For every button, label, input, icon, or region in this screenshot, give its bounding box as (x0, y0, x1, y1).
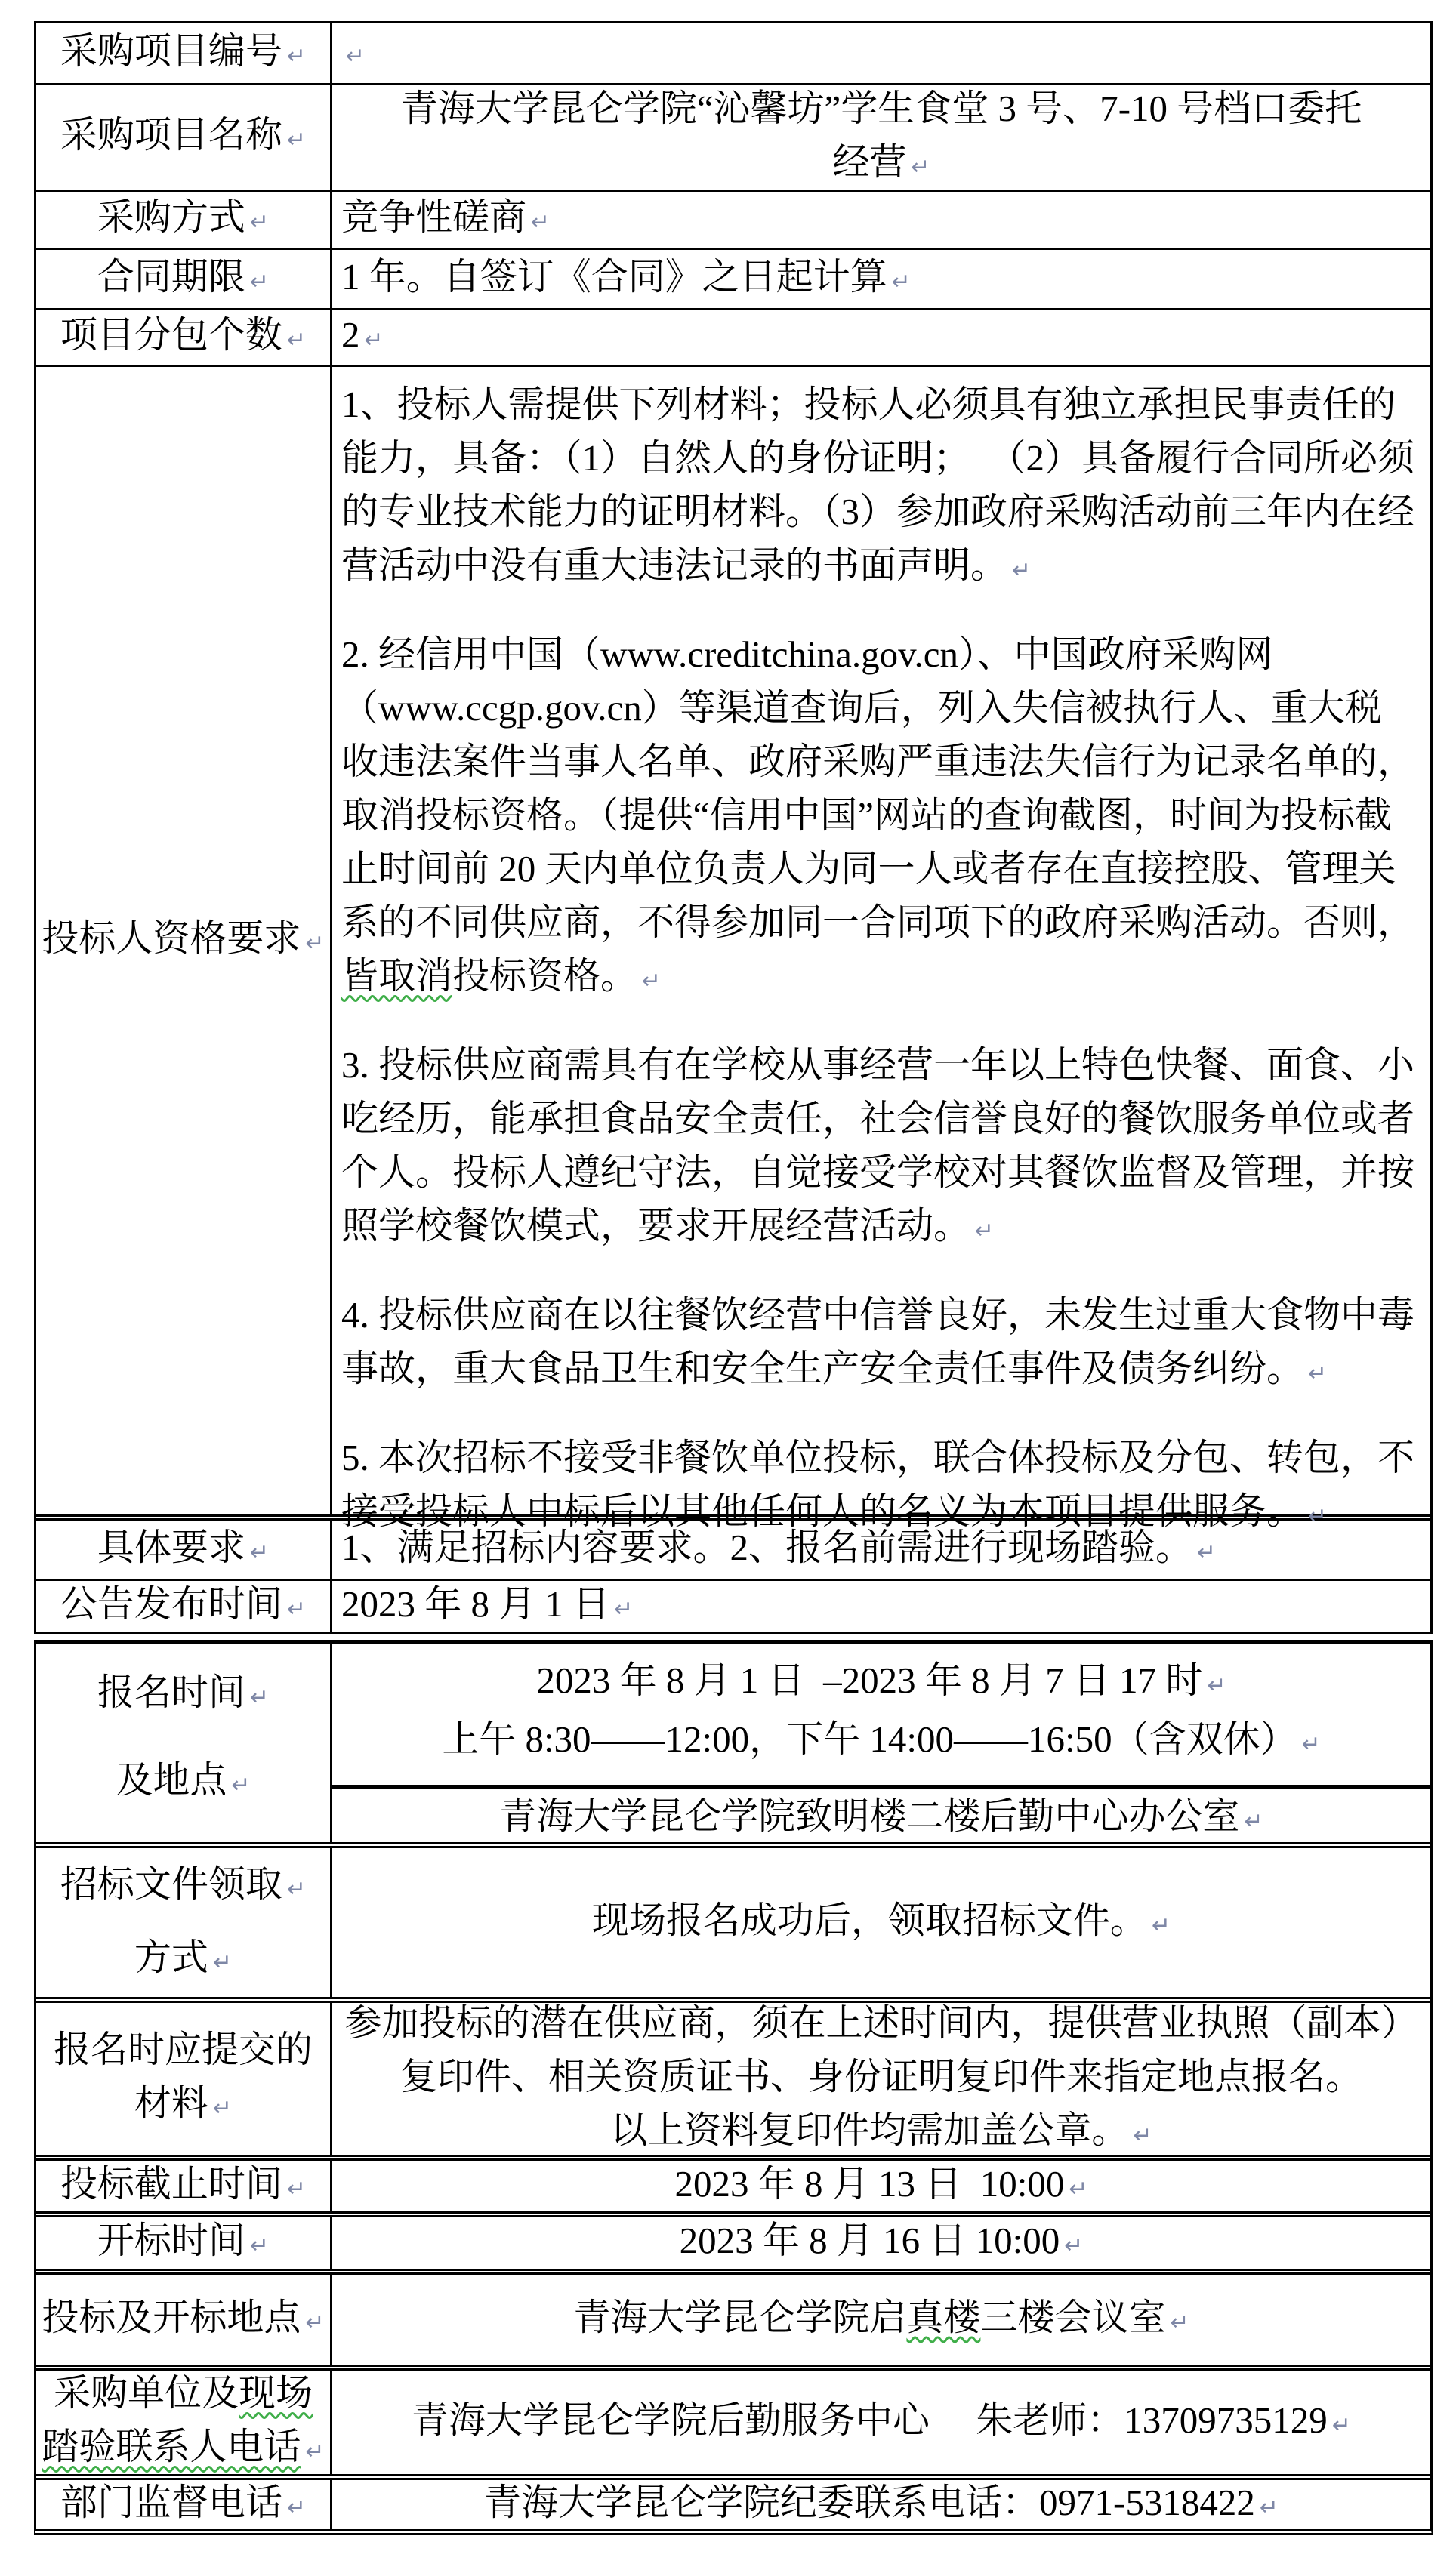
spellcheck-underline: 真楼 (906, 2296, 981, 2338)
registration-period-cell: 2023 年 8 月 1 日 –2023 年 8 月 7 日 17 时 ↵ 上午 8:30——12:00，下午 14:00——16:50（含双休） ↵ (332, 1644, 1430, 1789)
pilcrow-mark: ↵ (1197, 1539, 1217, 1566)
purchaser-contact-value: 青海大学昆仑学院后勤服务中心 朱老师：13709735129 ↵ (412, 2399, 1351, 2441)
table-row (36, 190, 1430, 248)
procurement-method-label: 采购方式 ↵ (36, 192, 332, 248)
table-row (36, 2211, 1430, 2269)
bidding-schedule-table (34, 1640, 1433, 2535)
supervision-phone-label: 部门监督电话 ↵ (36, 2480, 332, 2529)
pilcrow-mark: ↵ (1259, 2494, 1279, 2521)
procurement-info-table (34, 21, 1433, 1634)
pilcrow-mark: ↵ (531, 209, 551, 236)
table-row (36, 2155, 1430, 2211)
pilcrow-mark: ↵ (346, 42, 366, 69)
spellcheck-underline: 现场 (239, 2372, 313, 2414)
bid-opening-place-value: 青海大学昆仑学院启真楼三楼会议室 ↵ (573, 2296, 1189, 2338)
qualification-paragraph-1: 1、投标人需提供下列材料；投标人必须具有独立承担民事责任的能力，具备：（1）自然人的身份证明； （2）具备履行合同所必须的专业技术能力的证明材料。（3）参加政府采购活动前三年内在经营活动中没有重大违法记录的书面声明。 ↵ (341, 384, 1415, 586)
spellcheck-underline: 皆取消 (341, 955, 453, 997)
specific-requirements-label: 具体要求 ↵ (36, 1521, 332, 1579)
spellcheck-underline: 踏验联系人电话 (42, 2426, 301, 2467)
pilcrow-mark: ↵ (1331, 2411, 1351, 2439)
table-row (36, 1997, 1430, 2155)
pilcrow-mark: ↵ (305, 930, 325, 957)
pilcrow-mark: ↵ (1064, 2232, 1084, 2259)
pilcrow-mark: ↵ (249, 1684, 270, 1711)
project-number-value (332, 23, 1430, 83)
bidder-qualification-value (332, 367, 1430, 1532)
pilcrow-mark: ↵ (286, 2494, 307, 2521)
qualification-paragraph-4: 4. 投标供应商在以往餐饮经营中信誉良好，未发生过重大食物中毒事故，重大食品卫生和安全生产安全责任事件及债务纠纷。 ↵ (341, 1294, 1415, 1389)
registration-location-cell: 青海大学昆仑学院致明楼二楼后勤中心办公室 ↵ (499, 1795, 1263, 1837)
project-number-label: 采购项目编号 ↵ (36, 23, 332, 83)
pilcrow-mark: ↵ (642, 968, 662, 994)
pilcrow-mark: ↵ (212, 2095, 233, 2122)
registration-time-place-value (332, 1644, 1430, 1842)
supervision-phone-value: 青海大学昆仑学院纪委联系电话：0971-5318422 ↵ (484, 2481, 1279, 2523)
procurement-method-value: 竞争性磋商 ↵ (341, 196, 551, 238)
pilcrow-mark: ↵ (231, 1772, 251, 1798)
table-row (36, 2474, 1430, 2529)
pilcrow-mark: ↵ (1069, 2175, 1088, 2202)
pilcrow-mark: ↵ (1244, 1808, 1263, 1835)
document-collection-value: 现场报名成功后，领取招标文件。 ↵ (591, 1899, 1171, 1941)
bidder-qualification-label: 投标人资格要求 ↵ (36, 367, 332, 1514)
table-row (36, 83, 1430, 190)
table-row (36, 1842, 1430, 1997)
table-row (36, 248, 1430, 308)
materials-label: 报名时应提交的 材料 ↵ (36, 2003, 332, 2155)
bid-opening-time-label: 开标时间 ↵ (36, 2217, 332, 2269)
materials-value: 参加投标的潜在供应商，须在上述时间内，提供营业执照（副本）复印件、相关资质证书、身份证明复印件来指定地点报名。 以上资料复印件均需加盖公章。 ↵ (344, 2001, 1418, 2151)
pilcrow-mark: ↵ (975, 1218, 995, 1244)
qualification-paragraph-5: 5. 本次招标不接受非餐饮单位投标，联合体投标及分包、转包，不接受投标人中标后以其他任何人的名义为本项目提供服务。 ↵ (341, 1437, 1415, 1532)
table-row (36, 308, 1430, 365)
pilcrow-mark: ↵ (286, 42, 307, 69)
pilcrow-mark: ↵ (891, 268, 911, 295)
table-row (36, 2365, 1430, 2474)
pilcrow-mark: ↵ (1301, 1731, 1321, 1758)
pilcrow-mark: ↵ (614, 1595, 634, 1622)
project-name-value: 青海大学昆仑学院“沁馨坊”学生食堂 3 号、7-10 号档口委托 经营 ↵ (400, 87, 1362, 183)
pilcrow-mark: ↵ (911, 153, 930, 180)
pilcrow-mark: ↵ (1207, 1672, 1226, 1699)
project-name-label: 采购项目名称 ↵ (36, 85, 332, 190)
pilcrow-mark: ↵ (286, 2175, 307, 2202)
pilcrow-mark: ↵ (305, 2439, 325, 2465)
pilcrow-mark: ↵ (1308, 1360, 1328, 1387)
pilcrow-mark: ↵ (286, 327, 307, 353)
registration-time-place-label: 报名时间 ↵ 及地点 ↵ (36, 1644, 332, 1842)
table-row (36, 1579, 1430, 1632)
pilcrow-mark: ↵ (249, 209, 270, 236)
purchaser-contact-label: 采购单位及现场 踏验联系人电话 ↵ (36, 2371, 332, 2474)
qualification-paragraph-3: 3. 投标供应商需具有在学校从事经营一年以上特色快餐、面食、小吃经历，能承担食品安全责任，社会信誉良好的餐饮服务单位或者个人。投标人遵纪守法，自觉接受学校对其餐饮监督及管理，并按照学校餐饮模式，要求开展经营活动。 ↵ (341, 1044, 1415, 1246)
pilcrow-mark: ↵ (249, 1539, 270, 1566)
lot-count-value: 2 ↵ (341, 314, 384, 356)
qualification-paragraph-2: 2. 经信用中国（www.creditchina.gov.cn）、中国政府采购网（www.ccgp.gov.cn）等渠道查询后，列入失信被执行人、重大税收违法案件当事人名单、政府采购严重违法失信行为记录名单的，取消投标资格。（提供“信用中国”网站的查询截图，时间为投标截止时间前 20 天内单位负责人为同一人或者存在直接控股、管理关系的不同供应商，不得参加同一合同项下的政府采购活动。否则，皆取消投标资格。 ↵ (341, 633, 1415, 997)
pilcrow-mark: ↵ (249, 2232, 270, 2259)
pilcrow-mark: ↵ (212, 1949, 233, 1976)
pilcrow-mark: ↵ (305, 2309, 325, 2336)
pilcrow-mark: ↵ (1012, 557, 1032, 584)
pilcrow-mark: ↵ (249, 268, 270, 295)
pilcrow-mark: ↵ (286, 1595, 307, 1622)
specific-requirements-value: 1、满足招标内容要求。2、报名前需进行现场踏验。 ↵ (341, 1526, 1217, 1568)
lot-count-label: 项目分包个数 ↵ (36, 310, 332, 365)
table-row (36, 1514, 1430, 1579)
table-row (36, 2269, 1430, 2365)
bid-deadline-label: 投标截止时间 ↵ (36, 2161, 332, 2211)
table-row (36, 1644, 1430, 1842)
pilcrow-mark: ↵ (286, 127, 307, 153)
table-row (36, 365, 1430, 1532)
table-row (36, 23, 1430, 83)
contract-period-label: 合同期限 ↵ (36, 250, 332, 308)
bid-opening-place-label: 投标及开标地点 ↵ (36, 2275, 332, 2365)
pilcrow-mark: ↵ (1308, 1503, 1328, 1530)
bid-opening-time-value: 2023 年 8 月 16 日 10:00 ↵ (679, 2220, 1084, 2261)
pilcrow-mark: ↵ (1151, 1912, 1171, 1939)
pilcrow-mark: ↵ (364, 327, 384, 353)
announce-date-value: 2023 年 8 月 1 日 ↵ (341, 1582, 634, 1625)
bid-deadline-value: 2023 年 8 月 13 日 10:00 ↵ (674, 2162, 1088, 2205)
announce-date-label: 公告发布时间 ↵ (36, 1581, 332, 1632)
pilcrow-mark: ↵ (286, 1876, 307, 1903)
pilcrow-mark: ↵ (1133, 2122, 1152, 2149)
document-collection-label: 招标文件领取 ↵ 方式 ↵ (36, 1848, 332, 1997)
contract-period-value: 1 年。自签订《合同》之日起计算 ↵ (341, 255, 911, 297)
pilcrow-mark: ↵ (1170, 2309, 1189, 2336)
